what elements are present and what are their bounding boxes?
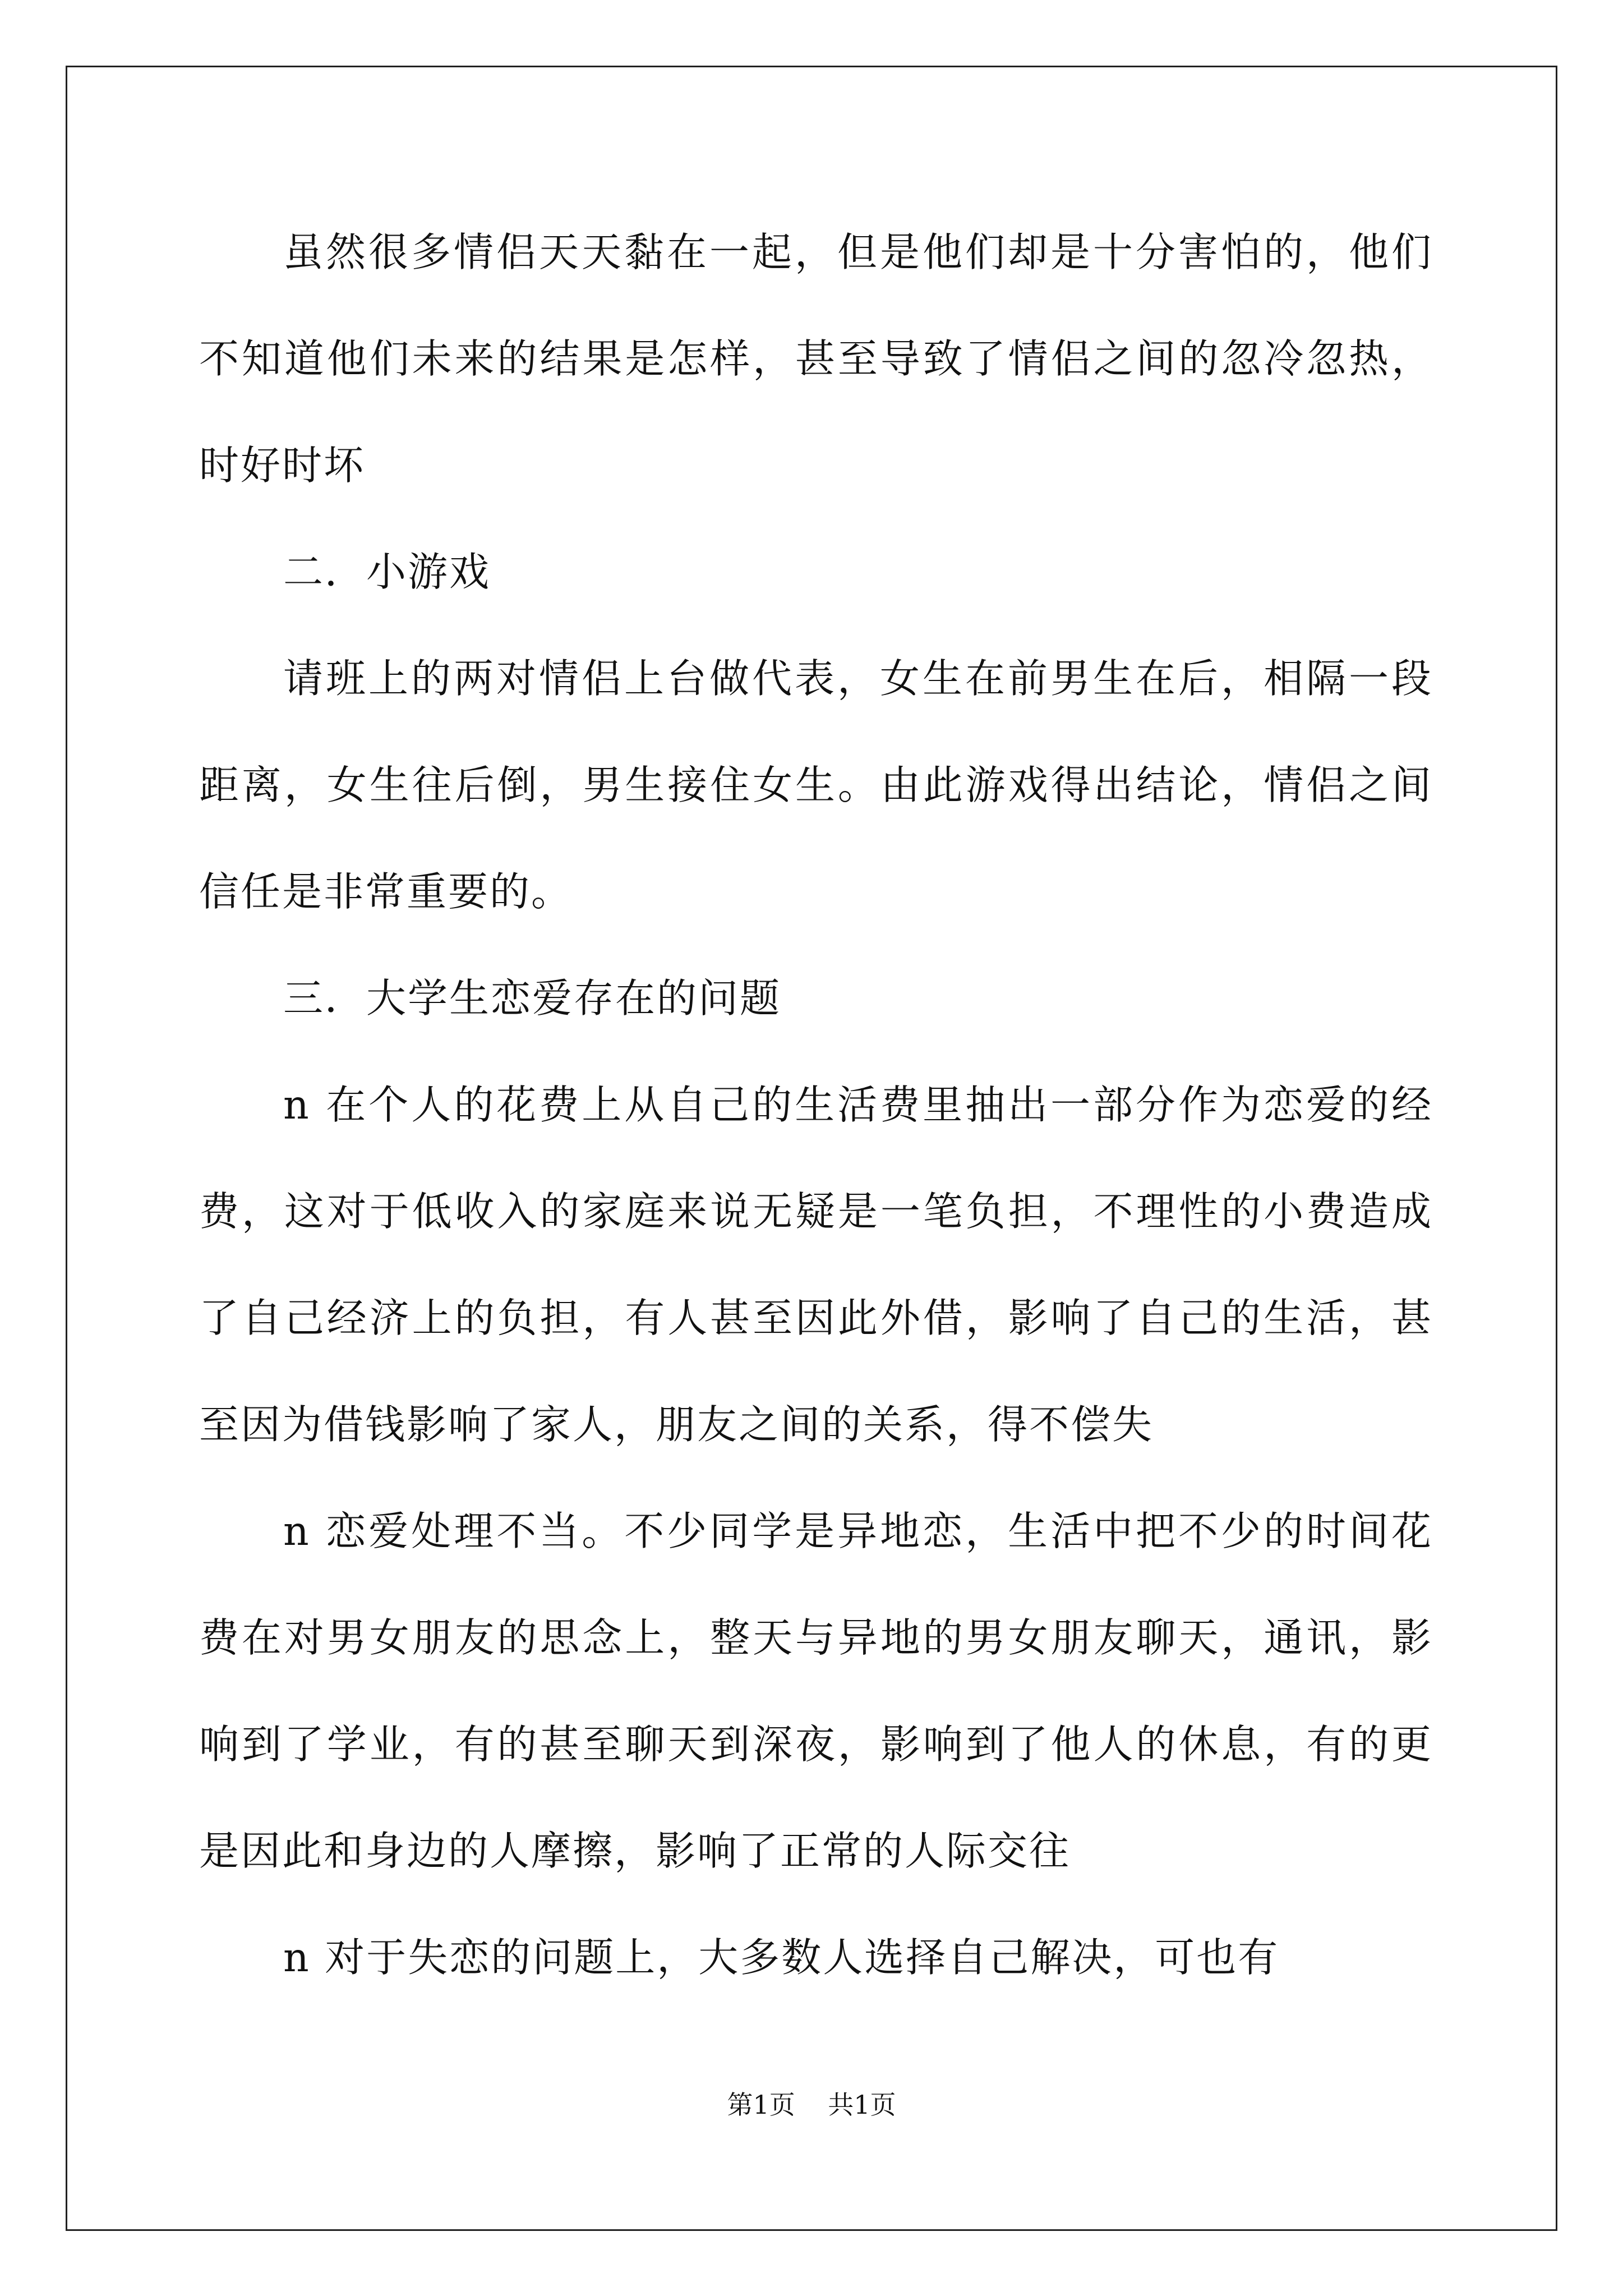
page-total: 共1页 <box>828 2090 896 2120</box>
paragraph: n 在个人的花费上从自己的生活费里抽出一部分作为恋爱的经费，这对于低收入的家庭来说无疑是一笔负担，不理性的小费造成了自己经济上的负担，有人甚至因此外借，影响了自己的生活，甚至因为借钱影响了家人，朋友之间的关系，得不偿失 <box>199 1082 1433 1448</box>
page-number: 第1页 <box>727 2090 795 2120</box>
section-heading: 三．大学生恋爱存在的问题 <box>283 975 782 1022</box>
paragraph: 虽然很多情侣天天黏在一起，但是他们却是十分害怕的，他们不知道他们未来的结果是怎样，甚至导致了情侣之间的忽冷忽热，时好时坏 <box>199 229 1433 489</box>
document-body <box>199 199 1433 2011</box>
paragraph: 请班上的两对情侣上台做代表，女生在前男生在后，相隔一段距离，女生往后倒，男生接住女生。由此游戏得出结论，情侣之间信任是非常重要的。 <box>199 655 1433 915</box>
paragraph: n 恋爱处理不当。不少同学是异地恋，生活中把不少的时间花费在对男女朋友的思念上，整天与异地的男女朋友聊天，通讯，影响到了学业，有的甚至聊天到深夜，影响到了他人的休息，有的更是因此和身边的人摩擦，影响了正常的人际交往 <box>199 1508 1433 1874</box>
paragraph: n 对于失恋的问题上，大多数人选择自己解决，可也有 <box>283 1934 1280 1981</box>
page-footer <box>0 2088 1623 2122</box>
section-heading: 二．小游戏 <box>283 549 491 595</box>
